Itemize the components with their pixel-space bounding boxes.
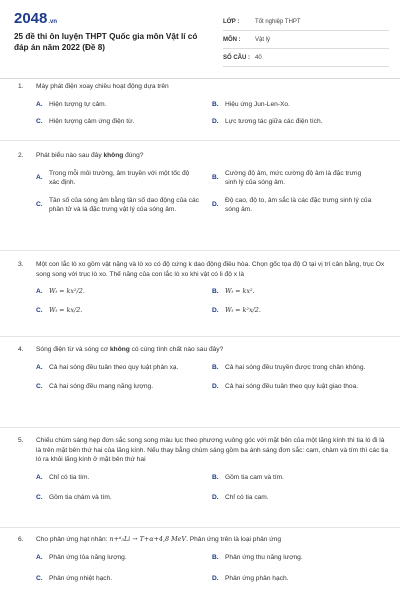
meta-row-count [223,49,389,67]
option-text: Cả hai sóng đều tuân theo quy luật giao thoa. [225,382,359,390]
meta-key: SỐ CÂU : [223,54,250,61]
option-b[interactable] [212,169,388,187]
option-a[interactable] [36,473,212,482]
option-text: Gồm tia cam và tím. [225,473,284,481]
option-d[interactable] [212,117,388,126]
option-a[interactable] [36,169,212,187]
question-text-part: . Phản ứng trên là loại phản ứng [186,536,282,543]
question-number: 3. [18,261,24,268]
option-text: Cả hai sóng đều truyền được trong chân không. [225,363,366,371]
option-c[interactable] [36,382,212,391]
question-text: Máy phát điện xoay chiều hoạt động dựa trên [36,83,169,90]
option-text: Wₜ = k²x/2. [225,306,261,314]
option-text: Wₜ = kx/2. [49,306,83,314]
question-text-part: có cùng tính chất nào sau đây? [129,346,224,353]
question-text [36,151,390,161]
option-text: Wₜ = kx². [225,287,255,295]
option-text: Hiện tượng tự cảm. [49,100,107,108]
option-c[interactable] [36,117,212,126]
option-c[interactable] [36,493,212,502]
question-text-emphasis: không [103,152,124,159]
option-text: Cường độ âm, mức cường độ âm là đặc trưng sinh lý của sóng âm. [225,169,362,186]
option-text: Gồm tia chàm và tím. [49,493,112,501]
question-1 [18,82,390,126]
logo-text: 2048 [14,10,48,27]
options [36,287,390,315]
site-logo[interactable] [14,10,57,27]
meta-row-class [223,13,389,31]
option-text: Hiệu ứng Jun-Len-Xo. [225,100,290,108]
option-text: Chỉ có tia cam. [225,493,269,501]
option-label: B. [212,174,219,181]
option-text: Cả hai sóng đều tuân theo quy luật phản xạ. [49,363,179,371]
option-label: C. [36,574,43,582]
question-separator [0,427,400,428]
option-label: B. [212,100,219,108]
option-label: D. [212,307,219,314]
question-2 [18,151,390,214]
option-b[interactable] [212,553,388,562]
question-6 [18,535,390,583]
option-a[interactable] [36,100,212,109]
question-text-part: Sóng điện từ và sóng cơ [36,346,110,353]
option-label: B. [212,288,219,295]
meta-key: LỚP : [223,18,240,25]
option-label: A. [36,363,43,371]
option-label: C. [36,201,43,208]
option-a[interactable] [36,363,212,372]
option-label: A. [36,100,43,108]
question-4 [18,345,390,391]
option-d[interactable] [212,382,388,391]
question-number: 4. [18,346,24,353]
option-text: Phản ứng phân hạch. [225,574,289,582]
option-label: D. [212,382,219,390]
options [36,473,390,502]
meta-key: MÔN : [223,36,241,43]
question-text-emphasis: không [110,346,130,353]
option-label: D. [212,117,219,125]
option-text: Phản ứng thu năng lượng. [225,553,303,561]
reaction-formula: n+⁶₃Li → T+α+4,8 MeV [109,535,187,543]
option-d[interactable] [212,306,388,315]
option-text: Chỉ có tia tím. [49,473,90,481]
option-text: Trong mỗi môi trường, âm truyền với một tốc độ xác định. [49,169,190,186]
option-c[interactable] [36,196,212,214]
option-d[interactable] [212,574,388,583]
question-text-part: Cho phản ứng hạt nhân: [36,536,110,543]
page-title: 25 đề thi ôn luyện THPT Quốc gia môn Vật lí có đáp án năm 2022 (Đề 8) [14,32,198,52]
question-text [36,535,390,545]
question-separator [0,140,400,141]
question-5 [18,436,390,502]
option-label: C. [36,307,43,314]
option-d[interactable] [212,196,388,214]
header-divider [0,78,400,79]
option-label: C. [36,117,43,125]
option-text: Độ cao, độ to, âm sắc là các đặc trưng sinh lý của sóng âm. [225,196,372,213]
option-c[interactable] [36,306,212,315]
option-label: A. [36,174,43,181]
option-label: A. [36,288,43,295]
option-b[interactable] [212,363,388,372]
options [36,169,390,214]
option-label: B. [212,473,219,481]
option-label: C. [36,493,43,501]
option-c[interactable] [36,574,212,583]
question-number: 5. [18,437,24,444]
option-text: Tần số của sóng âm bằng tần số dao động của các phần tử và là đặc trưng vật lý của sóng âm. [49,196,199,213]
options [36,553,390,583]
options [36,363,390,391]
option-d[interactable] [212,493,388,502]
options [36,100,390,126]
option-label: D. [212,493,219,501]
option-text: Phản ứng tỏa năng lượng. [49,553,127,561]
meta-table [223,13,389,67]
page-header [0,0,400,70]
meta-row-subject [223,31,389,49]
question-3 [18,260,390,315]
question-text: Chiếu chùm sáng hẹp đơn sắc song song màu lục theo phương vuông góc với mặt bên của một lăng kính thì tia ló đi là là trên mặt bên thứ hai của lăng kính. Nếu thay bằng chùm sáng gồm ba ánh sáng đơn sắc: cam, chàm và tím thì các tia ló ra khỏi lăng kính ở mặt bên thứ hai [36,437,389,463]
question-number: 1. [18,83,24,90]
option-text: Cả hai sóng đều mang năng lượng. [49,382,154,390]
question-separator [0,250,400,251]
option-b[interactable] [212,287,388,296]
option-label: B. [212,363,219,371]
option-b[interactable] [212,473,388,482]
question-text-part: Phát biểu nào sau đây [36,152,104,159]
question-number: 6. [18,536,24,543]
option-label: A. [36,553,43,561]
option-a[interactable] [36,287,212,296]
question-separator [0,527,400,528]
option-text: Lực tương tác giữa các điện tích. [225,117,323,125]
option-a[interactable] [36,553,212,562]
meta-value: Vật lý [255,36,271,43]
option-label: B. [212,553,219,561]
question-text [36,345,390,355]
option-text: Hiện tượng cảm ứng điện từ. [49,117,135,125]
option-label: A. [36,473,43,481]
logo-suffix: .vn [48,19,58,25]
option-b[interactable] [212,100,388,109]
meta-value: Tốt nghiệp THPT [255,18,301,25]
option-label: D. [212,574,219,582]
question-separator [0,336,400,337]
option-text: Phản ứng nhiệt hạch. [49,574,113,582]
question-text-part: đúng? [123,152,144,159]
meta-value: 40 [255,54,262,61]
option-text: Wₜ = kx²/2. [49,287,85,295]
option-label: C. [36,382,43,390]
question-text: Một con lắc lò xo gồm vật nặng và lò xo có độ cứng k dao động điều hòa. Chọn gốc tọa độ O tại vị trí cân bằng, trục Ox song song với trục lò xo. Thế năng của con lắc lò xo khi vật có li độ x là [36,261,385,278]
option-label: D. [212,201,219,208]
question-number: 2. [18,152,24,159]
